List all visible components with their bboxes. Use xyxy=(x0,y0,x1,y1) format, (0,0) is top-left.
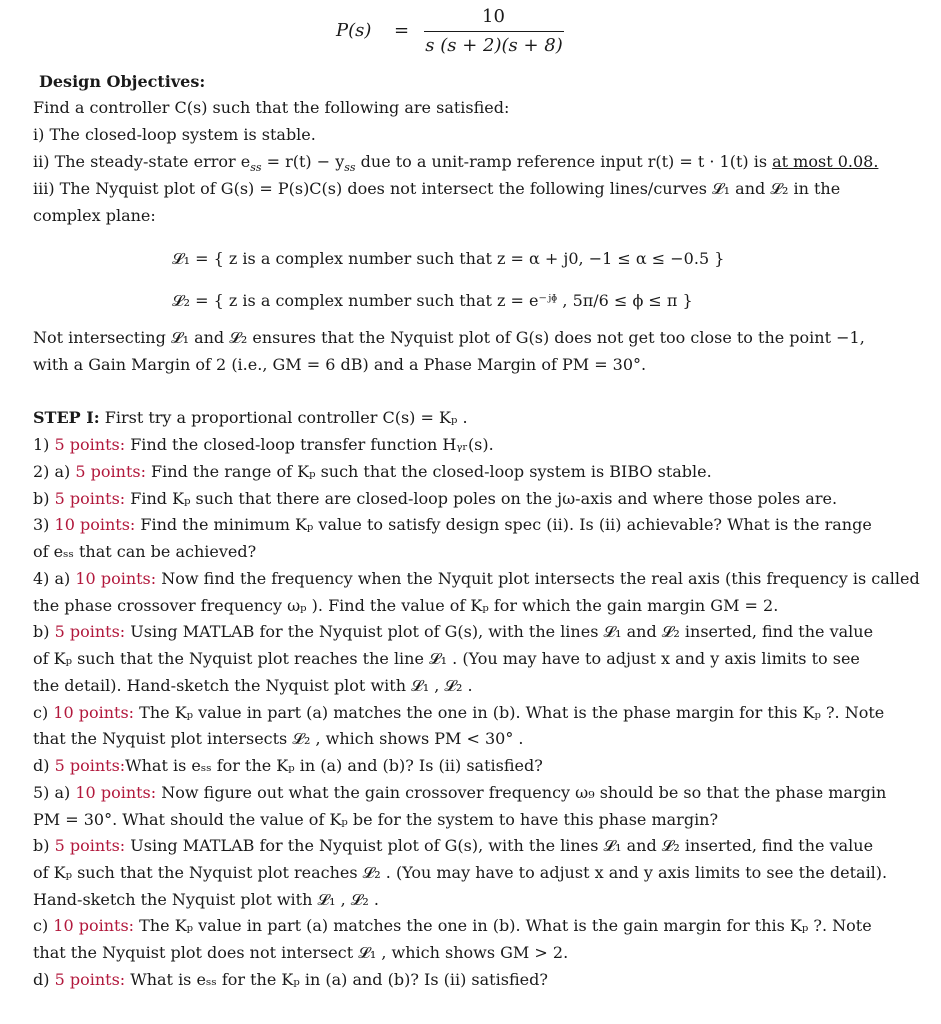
question-4c-cont: that the Nyquist plot intersects 𝓛₂ , which shows PM < 30° . xyxy=(33,729,524,748)
question-5c xyxy=(33,916,893,936)
q5a-points: 10 points: xyxy=(75,783,157,802)
q4d-number: d) xyxy=(33,756,55,775)
question-2b xyxy=(33,489,893,509)
q2a-number: 2) a) xyxy=(33,462,76,481)
question-4b xyxy=(33,622,893,642)
q2a-points: 5 points: xyxy=(75,462,146,481)
q1-number: 1) xyxy=(33,435,55,454)
margin-note-2: with a Gain Margin of 2 (i.e., GM = 6 dB) and a Phase Margin of PM = 30°. xyxy=(33,355,647,374)
equation-numerator: 10 xyxy=(482,6,505,27)
q2b-text: Find Kₚ such that there are closed-loop poles on the jω-axis and where those poles are. xyxy=(125,489,838,508)
question-4b-cont-2: the detail). Hand-sketch the Nyquist plot with 𝓛₁ , 𝓛₂ . xyxy=(33,676,473,695)
question-1 xyxy=(33,435,893,455)
q5d-points: 5 points: xyxy=(54,970,126,989)
q4a-text: Now find the frequency when the Nyquit plot intersects the real axis (this frequency is called xyxy=(156,569,920,588)
q4c-points: 10 points: xyxy=(53,703,135,722)
q5b-points: 5 points: xyxy=(54,836,126,855)
objective-ii-sub-2: ss xyxy=(344,161,356,175)
q4b-points: 5 points: xyxy=(54,622,126,641)
equation-lhs: P(s) xyxy=(336,20,372,41)
q5c-points: 10 points: xyxy=(53,916,135,935)
q4c-number: c) xyxy=(33,703,54,722)
question-4b-cont: of Kₚ such that the Nyquist plot reaches the line 𝓛₁ . (You may have to adjust x and y axis limits to see xyxy=(33,649,860,668)
equation-denominator: s (s + 2)(s + 8) xyxy=(425,35,563,56)
q5b-text: Using MATLAB for the Nyquist plot of G(s), with the lines 𝓛₁ and 𝓛₂ inserted, find the value xyxy=(125,836,874,855)
question-5a xyxy=(33,783,893,803)
question-5b-cont: of Kₚ such that the Nyquist plot reaches 𝓛₂ . (You may have to adjust x and y axis limits to see the detail). xyxy=(33,863,888,882)
objective-iii-cont: complex plane: xyxy=(33,206,156,225)
objective-ii-text-1: ii) The steady-state error e xyxy=(33,152,251,171)
q2b-number: b) xyxy=(33,489,55,508)
step-one-heading xyxy=(33,408,893,428)
q1-points: 5 points: xyxy=(54,435,126,454)
q5c-text: The Kₚ value in part (a) matches the one in (b). What is the gain margin for this Kₚ ?. Note xyxy=(134,916,872,935)
q4b-number: b) xyxy=(33,622,55,641)
question-4d xyxy=(33,756,893,776)
objective-ii-text-2: = r(t) − y xyxy=(261,152,345,171)
question-4c xyxy=(33,703,893,723)
question-5b-cont-2: Hand-sketch the Nyquist plot with 𝓛₁ , 𝓛₂ . xyxy=(33,890,379,909)
margin-note-1: Not intersecting 𝓛₁ and 𝓛₂ ensures that the Nyquist plot of G(s) does not get too close to the point −1, xyxy=(33,328,865,347)
q5a-text: Now figure out what the gain crossover frequency ω₉ should be so that the phase margin xyxy=(156,783,887,802)
q4a-number: 4) a) xyxy=(33,569,76,588)
q1-text: Find the closed-loop transfer function Hᵧᵣ(s). xyxy=(125,435,494,454)
set-l2-definition: 𝓛₂ = { z is a complex number such that z = e⁻ʲᶲ , 5π/6 ≤ ϕ ≤ π } xyxy=(172,291,693,310)
q4d-text: What is eₛₛ for the Kₚ in (a) and (b)? Is (ii) satisfied? xyxy=(125,756,543,775)
step-label: STEP I: xyxy=(33,408,100,427)
objective-ii xyxy=(33,152,893,178)
question-4a-cont: the phase crossover frequency ωₚ ). Find the value of Kₚ for which the gain margin GM = 2. xyxy=(33,596,779,615)
question-5c-cont: that the Nyquist plot does not intersect 𝓛₁ , which shows GM > 2. xyxy=(33,943,569,962)
equation-equals: = xyxy=(394,20,410,41)
objective-ii-sub-1: ss xyxy=(250,161,262,175)
objective-intro: Find a controller C(s) such that the following are satisfied: xyxy=(33,98,510,117)
q3-number: 3) xyxy=(33,515,55,534)
question-4a xyxy=(33,569,920,589)
q5d-number: d) xyxy=(33,970,55,989)
objective-ii-text-3: due to a unit-ramp reference input r(t) = t · 1(t) is xyxy=(355,152,773,171)
question-5a-cont: PM = 30°. What should the value of Kₚ be for the system to have this phase margin? xyxy=(33,810,719,829)
q5c-number: c) xyxy=(33,916,54,935)
set-l1-definition: 𝓛₁ = { z is a complex number such that z = α + j0, −1 ≤ α ≤ −0.5 } xyxy=(172,249,725,268)
q5a-number: 5) a) xyxy=(33,783,76,802)
objective-iii: iii) The Nyquist plot of G(s) = P(s)C(s) does not intersect the following lines/curves 𝓛₁ and 𝓛₂ in the xyxy=(33,179,841,198)
q4b-text: Using MATLAB for the Nyquist plot of G(s), with the lines 𝓛₁ and 𝓛₂ inserted, find the value xyxy=(125,622,874,641)
q2b-points: 5 points: xyxy=(54,489,126,508)
question-5b xyxy=(33,836,893,856)
question-3-cont: of eₛₛ that can be achieved? xyxy=(33,542,257,561)
question-3 xyxy=(33,515,893,535)
q4a-points: 10 points: xyxy=(75,569,157,588)
fraction-bar xyxy=(424,31,564,32)
objective-ii-limit: at most 0.08. xyxy=(772,152,879,171)
step-text: First try a proportional controller C(s) = Kₚ . xyxy=(99,408,468,427)
q5d-text: What is eₛₛ for the Kₚ in (a) and (b)? Is (ii) satisfied? xyxy=(125,970,548,989)
q3-text: Find the minimum Kₚ value to satisfy design spec (ii). Is (ii) achievable? What is the range xyxy=(135,515,872,534)
q2a-text: Find the range of Kₚ such that the closed-loop system is BIBO stable. xyxy=(145,462,712,481)
question-2a xyxy=(33,462,893,482)
q4d-points: 5 points: xyxy=(54,756,126,775)
question-5d xyxy=(33,970,893,990)
q4c-text: The Kₚ value in part (a) matches the one in (b). What is the phase margin for this Kₚ ?. Note xyxy=(134,703,885,722)
design-objectives-heading: Design Objectives: xyxy=(39,72,206,91)
q5b-number: b) xyxy=(33,836,55,855)
q3-points: 10 points: xyxy=(54,515,136,534)
objective-i: i) The closed-loop system is stable. xyxy=(33,125,316,144)
